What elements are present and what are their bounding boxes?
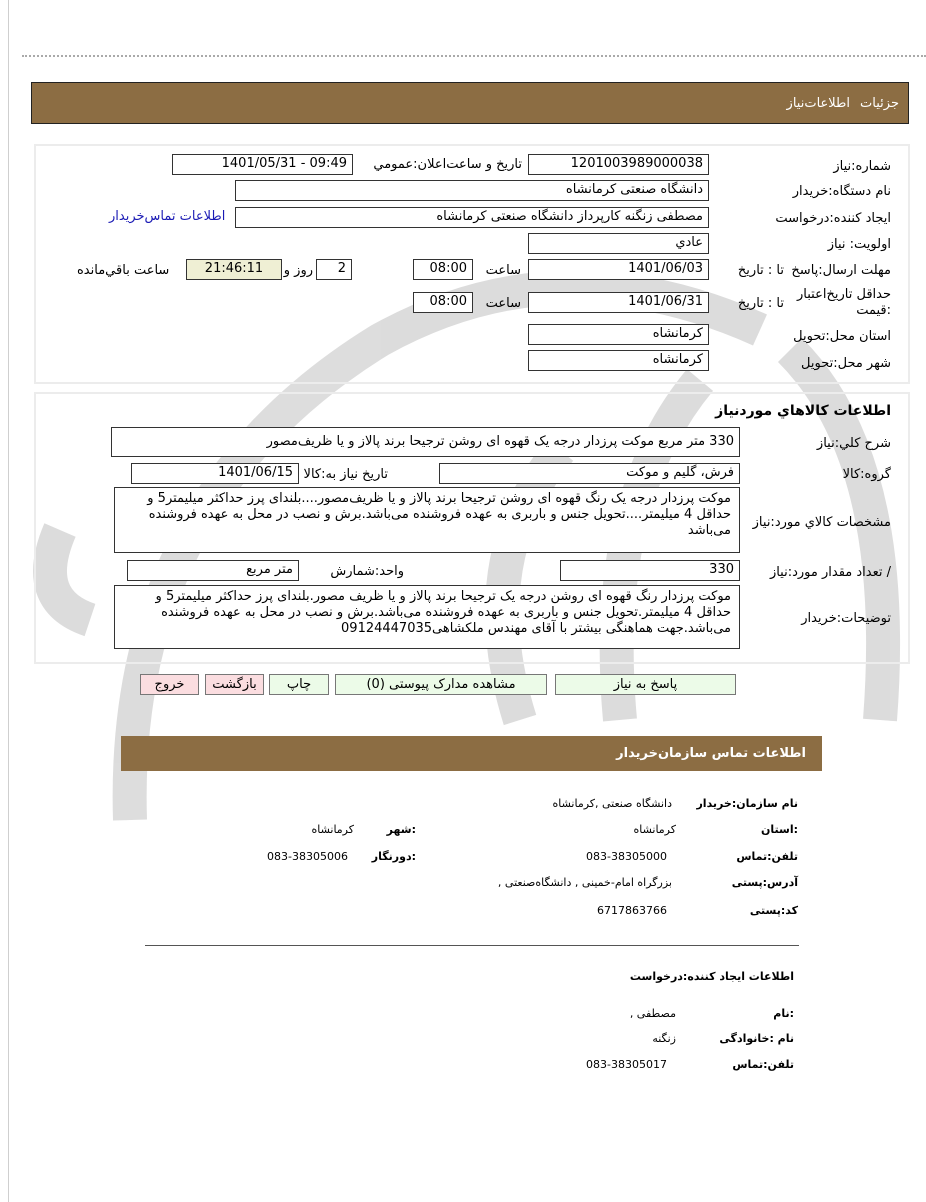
buyer-fax-value: 083-38305006 (267, 850, 348, 863)
creator-label: ایجاد کننده:درخواست (775, 211, 891, 226)
goods-group-label: گروه:کالا (842, 467, 891, 482)
creator-first-name-label: :نام (773, 1007, 794, 1020)
buyer-postal-value: 6717863766 (597, 904, 667, 917)
creator-info-title: اطلاعات ایجاد کننده:درخواست (629, 970, 794, 983)
need-number-label: شماره:نیاز (833, 159, 891, 174)
buyer-phone-label: تلفن:تماس (736, 850, 798, 863)
creator-last-name-label: نام :خانوادگی (719, 1032, 794, 1045)
reply-date-field[interactable]: 1401/06/03 (528, 259, 709, 280)
priority-label: اولویت: نیاز (827, 237, 891, 252)
buyer-address-label: آدرس:پستی (731, 876, 798, 889)
reply-deadline-label: مهلت ارسال:پاسخ (791, 263, 891, 278)
delivery-province-field[interactable]: کرمانشاه (528, 324, 709, 345)
creator-phone-label: تلفن:تماس (732, 1058, 794, 1071)
buyer-org-name-label: نام سازمان:خریدار (696, 797, 798, 810)
creator-first-name-value: مصطفی , (629, 1007, 676, 1020)
summary-field[interactable]: 330 متر مربع موکت پرزدار درجه یک قهوه ای روشن ترجیحا برند پالاز و یا ظریف‌مصور (111, 427, 740, 457)
unit-field[interactable]: متر مربع (127, 560, 299, 581)
buyer-org-field[interactable]: دانشگاه صنعتی کرمانشاه (235, 180, 709, 201)
reply-time-field[interactable]: 08:00 (413, 259, 473, 280)
need-date-label: تاریخ نیاز به:کالا (303, 467, 388, 482)
remaining-time-field: 21:46:11 (186, 259, 282, 280)
reply-to-date-label: تا : تاریخ (737, 263, 784, 278)
need-date-field[interactable]: 1401/06/15 (131, 463, 299, 484)
remaining-time-label: ساعت باقي‌مانده (77, 263, 170, 278)
delivery-city-field[interactable]: کرمانشاه (528, 350, 709, 371)
left-border (8, 0, 9, 1202)
quantity-field[interactable]: 330 (560, 560, 740, 581)
buyer-province-label: :استان (761, 823, 798, 836)
buyer-contact-header (121, 736, 822, 771)
buyer-fax-label: :دورنگار (371, 850, 416, 863)
creator-field[interactable]: مصطفی زنگنه کارپرداز دانشگاه صنعتی کرمانشاه (235, 207, 709, 228)
quantity-label: / تعداد مقدار مورد:نیاز (769, 565, 891, 580)
announce-date-label: تاریخ و ساعت‌اعلان:عمومي (373, 157, 522, 172)
buyer-notes-field[interactable]: موکت پرزدار رنگ قهوه ای روشن درجه یک ترجیحا برند پالاز و یا ظریف مصور.بلندای پرز حداکثر میلیمتر5 و حداقل 4 میلیمتر.تحویل جنس و باربری به عهده فروشنده می‌باشد.برش و نصب در محل به عهده فروشنده می‌باشد.جهت هماهنگی بیشتر با آقای مهندس ملکشاهی09124447035 (114, 585, 740, 649)
page-header-bar (31, 82, 909, 124)
buyer-org-name-value: دانشگاه صنعتی ,کرمانشاه (552, 797, 672, 810)
print-button[interactable]: چاپ (269, 674, 329, 695)
tab-need-info[interactable]: اطلاعات‌نیاز (786, 96, 850, 111)
announce-date-field[interactable]: 1401/05/31 - 09:49 (172, 154, 353, 175)
buyer-city-label: :شهر (386, 823, 416, 836)
goods-group-field[interactable]: فرش، گلیم و موکت (439, 463, 740, 484)
unit-label: واحد:شمارش (330, 564, 404, 579)
summary-label: شرح کلي:نیاز (816, 436, 891, 451)
buyer-postal-label: کد:پستی (749, 904, 798, 917)
delivery-province-label: استان محل:تحویل (793, 329, 891, 344)
buyer-contact-title: اطلاعات تماس سازمان‌خریدار (616, 746, 806, 761)
specs-field[interactable]: موکت پرزدار درجه یک رنگ قهوه ای روشن ترجیحا برند پالاز و یا ظریف‌مصور....بلندای پرز حداکثر میلیمتر5 و حداقل 4 میلیمتر....تحویل جنس و باربری به عهده فروشنده می‌باشد.برش و نصب در محل به عهده فروشنده می‌باشد (114, 487, 740, 553)
dotted-divider (22, 55, 926, 57)
priority-field[interactable]: عادي (528, 233, 709, 254)
buyer-address-value: بزرگراه امام-خمینی , دانشگاه‌صنعتی , (497, 876, 672, 889)
days-label: روز و (283, 263, 313, 278)
buyer-city-value: کرمانشاه (311, 823, 354, 836)
need-number-field[interactable]: 1201003989000038 (528, 154, 709, 175)
price-validity-time-field[interactable]: 08:00 (413, 292, 473, 313)
goods-section-title: اطلاعات کالاهاي موردنیاز (715, 403, 891, 419)
exit-button[interactable]: خروج (140, 674, 199, 695)
creator-phone-value: 083-38305017 (586, 1058, 667, 1071)
buyer-contact-link[interactable]: اطلاعات تماس‌خریدار (109, 209, 226, 224)
price-validity-label: حداقل تاریخ‌اعتبار :قیمت (797, 287, 891, 318)
back-button[interactable]: بازگشت (205, 674, 264, 695)
price-validity-to-label: تا : تاریخ (737, 296, 784, 311)
price-validity-date-field[interactable]: 1401/06/31 (528, 292, 709, 313)
specs-label: مشخصات کالاي مورد:نیاز (752, 515, 891, 530)
buyer-notes-label: توضیحات:خریدار (801, 611, 891, 626)
reply-time-label: ساعت (485, 263, 521, 278)
creator-last-name-value: زنگنه (652, 1032, 676, 1045)
days-remaining-field[interactable]: 2 (316, 259, 352, 280)
price-validity-time-label: ساعت (485, 296, 521, 311)
buyer-phone-value: 083-38305000 (586, 850, 667, 863)
tab-details[interactable]: جزئیات (860, 96, 899, 111)
buyer-province-value: کرمانشاه (633, 823, 676, 836)
view-attachments-button[interactable]: مشاهده مدارک پیوستی (0) (335, 674, 547, 695)
reply-to-need-button[interactable]: پاسخ به نیاز (555, 674, 736, 695)
buyer-org-label: نام دستگاه:خریدار (792, 184, 891, 199)
section-divider (145, 945, 799, 946)
delivery-city-label: شهر محل:تحویل (801, 356, 891, 371)
